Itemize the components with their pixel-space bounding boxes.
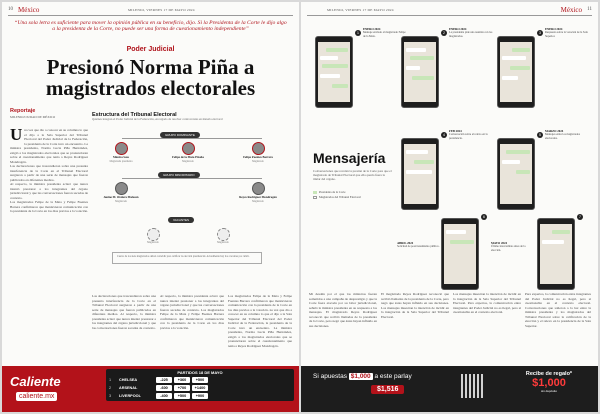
infographic-title: Estructura del Tribunal Electoral: [92, 112, 177, 118]
person-role: Magistrado: [182, 159, 194, 163]
person-card: [237, 142, 279, 163]
vacancy-placeholder: [147, 228, 160, 241]
date-line: MILENIO, VIERNES 17 DE MAYO 2024: [327, 8, 394, 12]
person-card: [237, 182, 279, 203]
byline-label: Reportaje: [10, 108, 36, 114]
vacancy-placeholder: [217, 228, 230, 241]
article-text: Para expertos, la comunicación entre integrantes del Poder Judicial no es ilegal, pero sí cuestionable en el contexto electoral.: [525, 292, 591, 305]
step-number: 5: [537, 132, 543, 138]
article-text: Los magistrados Felipe de la Mata y Felipe Fuentes Barrera confirmaron que mantuvieron comunicación con la presidenta de la Corte en los días previos a la votación.: [228, 294, 292, 312]
chat-bubble: [552, 230, 570, 234]
phone-caption: [491, 242, 535, 252]
chat-bubble: [450, 240, 474, 244]
odd-value: +700: [174, 385, 190, 391]
match-number: 1: [109, 378, 112, 382]
legend-label: Presidenta de la Corte: [319, 190, 346, 194]
vacancy-card: [132, 228, 174, 244]
promo-prefix: Si apuestas: [313, 373, 347, 380]
odds-row: [109, 376, 291, 384]
article-text: na vez que dio a conocer en su columna lo que el dijo a la Sala Superior del Tribunal Electoral del Poder Judicial de la Federación, la presidenta de la Corte tuvo un encuentro. La ministra presidenta, Norma Lucía Piña Hernández, exigió a los magistrados electorales que se pronunciaran sobre el cuestionamiento que tenía a Reyes Rodríguez Mondragón.: [10, 128, 88, 164]
legend-swatch: [313, 191, 317, 194]
article-column-2: [381, 292, 449, 364]
chat-screen: [540, 224, 572, 284]
chat-bubble: [326, 48, 348, 52]
article-text: El magistrado Reyes Rodríguez reconoció que recibió llamadas de la presidenta de la Corte, pero negó que éstas hayan influido en sus decisiones.: [381, 292, 449, 305]
gift-title: Recibe de regalo*: [525, 371, 573, 377]
parlay-advertisement[interactable]: [301, 366, 598, 412]
phone-caption: [545, 130, 589, 140]
chat-bubble: [322, 64, 348, 68]
caliente-url: caliente.mx: [16, 392, 57, 401]
article-text: Para expertos, la comunicación entre integrantes del Poder Judicial no es ilegal, pero sí cuestionable en el contexto electoral.: [453, 301, 521, 314]
gift-amount: $1,000: [532, 377, 566, 389]
legend-label: Magistrados del Tribunal Electoral: [319, 195, 361, 199]
caption-text: Mensaje enviado al magistrado Felipe de la Mata.: [363, 31, 406, 38]
person-name: Reyes Rodríguez Mondragón: [239, 195, 277, 199]
article-text: Al respecto, la ministra presidenta aclaró que nunca intentó presionar a los integrantes del órgano jurisdiccional y que las conversaciones fueron sacadas de contexto.: [160, 294, 224, 312]
chat-bubble: [414, 160, 434, 164]
chat-bubble: [332, 84, 348, 88]
running-header: [307, 6, 592, 16]
chat-screen: [500, 42, 532, 102]
avatar: [115, 182, 128, 195]
person-name: Felipe Fuentes Barrera: [243, 155, 273, 159]
article-column-1: [309, 292, 377, 364]
phone-caption: [545, 28, 589, 38]
phone-screenshot: [401, 36, 439, 108]
qr-code-icon: [461, 374, 485, 398]
vacancy-card: [202, 228, 244, 244]
caption-text: La presidenta pide una reunión con los magistrados.: [449, 31, 493, 38]
odd-value: +900: [192, 393, 208, 399]
match-number: 2: [109, 386, 112, 390]
vacancy-label: Magistrado: [147, 241, 159, 244]
group-pill-minority: GRUPO MINORITARIO: [158, 172, 200, 178]
person-role: Magistrado: [252, 159, 264, 163]
connector-line: [122, 138, 262, 139]
odds-date: PARTIDOS 18 DE MAYO: [177, 370, 223, 375]
caption-date: FEB 2024: [449, 129, 462, 133]
byline-names: MILENIO/CIUDAD DE MÉXICO: [10, 115, 56, 119]
person-card: [167, 142, 209, 163]
chat-bubble: [506, 150, 530, 154]
phone-screenshot: [315, 36, 353, 108]
person-name: Felipe de la Mata Pizaña: [172, 155, 204, 159]
chat-legend: [313, 190, 383, 200]
page-number: 11: [587, 7, 592, 12]
step-number: 7: [577, 214, 583, 220]
article-column-4: [228, 294, 292, 364]
odd-value: -225: [156, 377, 172, 383]
legend-swatch: [313, 196, 317, 199]
odds-table: [106, 369, 294, 401]
odds-row: [109, 384, 291, 392]
group-pill-dominant: GRUPO DOMINANTE: [160, 132, 200, 138]
step-number: 2: [441, 30, 447, 36]
caption-text: Solicitud de posicionamiento público.: [397, 245, 440, 249]
article-text: Los mensajes muestran la intención de incidir en la integración de la Sala Superior del Tribunal Electoral.: [381, 305, 449, 319]
person-name: Janine M. Otálora Malassis: [103, 195, 139, 199]
chat-bubble: [510, 66, 530, 70]
chat-bubble: [502, 160, 520, 164]
chat-bubble: [502, 76, 518, 80]
caliente-advertisement[interactable]: [2, 366, 299, 412]
article-column-4: [525, 292, 591, 364]
caption-text: Último intercambio antes de la elección.: [491, 245, 526, 252]
chat-bubble: [320, 56, 338, 60]
section-name: México: [560, 6, 582, 14]
phone-screenshot: [497, 36, 535, 108]
caption-text: Conversación sobre el relevo en la presidencia.: [449, 133, 488, 140]
article-column-3: [160, 294, 224, 364]
connector-line: [122, 178, 262, 179]
article-column-2: [92, 294, 156, 364]
odds-row: [109, 392, 291, 400]
date-line: MILENIO, VIERNES 17 DE MAYO 2024: [128, 8, 195, 12]
chat-bubble: [412, 76, 434, 80]
odd-value: -400: [156, 393, 172, 399]
phone-caption: [449, 130, 493, 140]
caption-text: Respuesta sobre la votación de la Sala Superior.: [545, 31, 588, 38]
phone-caption: [449, 28, 493, 38]
chat-bubble: [502, 56, 526, 60]
caption-date: ABRIL 2024: [397, 241, 414, 245]
payout-box: $1,516: [371, 385, 404, 394]
team-name: CHELSEA: [119, 378, 138, 382]
chat-bubble: [410, 56, 434, 60]
article-text: Los magistrados Felipe de la Mata y Felipe Fuentes Barrera confirmaron que mantuvieron comunicación con la presidenta de la Corte en los días previos a la votación.: [10, 200, 88, 213]
step-number: 3: [537, 30, 543, 36]
infographic-subtitle: Quiénes integran el Poder Judicial de la Federación, encargado de resolver controversias en materia electoral: [92, 117, 223, 121]
chat-screen: [444, 224, 476, 284]
phone-screenshot: [497, 138, 535, 210]
avatar: [182, 142, 195, 155]
match-number: 3: [109, 394, 112, 398]
article-column-3: [453, 292, 521, 364]
chat-bubble: [406, 150, 428, 154]
team-name: LIVERPOOL: [119, 394, 141, 398]
phone-screenshot: [537, 218, 575, 290]
avatar: [115, 142, 128, 155]
person-role: Magistrada presidenta: [109, 159, 133, 163]
person-card: [100, 142, 142, 163]
infographic-note: Cuatro de los siete magistrados deben coincidir para calificar la elección presidencial. Actualmente hay dos vacantes por cubrir.: [112, 252, 262, 264]
avatar: [252, 142, 265, 155]
article-text: Los mensajes muestran la intención de incidir en la integración de la Sala Superior del Tribunal Electoral.: [453, 292, 521, 305]
drop-cap: U: [10, 128, 23, 144]
right-newspaper-page: [301, 2, 598, 412]
tribunal-infographic: [92, 112, 290, 292]
promo-text: [313, 373, 412, 380]
phone-caption: [397, 242, 441, 249]
step-number: 6: [481, 214, 487, 220]
article-text: Al respecto, la ministra presidenta aclaró que nunca intentó presionar a los integrantes del órgano jurisdiccional y que las conversaciones fueron sacadas de contexto.: [92, 312, 156, 330]
odd-value: +360: [174, 377, 190, 383]
article-text: El magistrado Reyes Rodríguez reconoció que recibió llamadas de la presidenta de la Corte, pero negó que éstas hayan influido en sus decisiones.: [309, 310, 377, 328]
phone-screenshot: [401, 138, 439, 210]
article-text: Los magistrados Felipe de la Mata y Felipe Fuentes Barrera confirmaron que mantuvieron comunicación con la presidenta de la Corte en los días previos a la votación.: [160, 307, 224, 330]
chat-bubble: [406, 66, 420, 70]
legend-item: [313, 195, 383, 200]
left-newspaper-page: [2, 2, 299, 412]
chat-bubble: [406, 170, 432, 174]
chat-bubble: [542, 240, 564, 244]
promo-amount: $1,000: [350, 373, 371, 380]
page-number: 10: [8, 7, 13, 12]
section-title: Mensajería: [313, 150, 386, 166]
group-pill-vacancies: VACANTES: [168, 217, 194, 223]
section-subtitle: Conversaciones que revelan la presión de la Corte para que el magistrado de Tribunal Electoral que ella quería fuera la titular del órgano.: [313, 169, 392, 181]
headline: Presionó Norma Piña a magistrados electorales: [45, 55, 256, 100]
article-text: Las declaraciones que trascendieron sobre una presunta interferencia de la Corte en el Tribunal Electoral surgieron a partir de una serie de mensajes que fueron publicados en diferentes medios.: [92, 294, 156, 316]
chat-bubble: [512, 48, 530, 52]
step-number: 4: [441, 132, 447, 138]
chat-bubble: [516, 170, 530, 174]
chat-bubble: [320, 74, 340, 78]
article-column-1: [10, 128, 88, 324]
article-text: Las declaraciones que trascendieron sobre una presunta interferencia de la Corte en el Tribunal Electoral surgieron a partir de una serie de mensajes que fueron publicados en diferentes medios.: [10, 164, 88, 182]
article-text: Mi desdén por el que los ministros fueran sometidos a una campaña de desprestigio y que la Corte fuera atacada por su labor jurisdiccional, señaló la ministra presidenta en su respuesta a los mensajes.: [309, 292, 377, 314]
phone-screenshot: [441, 218, 479, 290]
article-text: na vez que dio a conocer en su columna lo que el dijo a la Sala Superior del Tribunal Electoral del Poder Judicial de la Federación, la presidenta de la Corte tuvo un encuentro. La ministra presidenta, Norma Lucía Piña Hernández, exigió a los magistrados electorales que se pronunciaran sobre el cuestionamiento que tenía a Reyes Rodríguez Mondragón.: [228, 307, 292, 348]
person-card: [100, 182, 142, 203]
promo-suffix: a este parlay: [374, 373, 412, 380]
caption-text: Mensajes entre los magistrados electorales.: [545, 133, 581, 140]
caption-date: MARZO 2024: [545, 129, 564, 133]
chat-screen: [318, 42, 350, 102]
person-name: Mónica Soto: [112, 155, 130, 159]
byline: [10, 108, 88, 119]
chat-screen: [404, 42, 436, 102]
vacancy-label: Magistrado: [217, 241, 229, 244]
person-role: Magistrado: [252, 199, 264, 203]
odd-value: -600: [156, 385, 172, 391]
article-text: Conversaciones que salieron a la luz entre la ministra presidenta y los magistrados del Tribunal Electoral sobre la calificación de la elección y el relevo en la presidencia de la Sala Superior.: [525, 305, 591, 328]
chat-bubble: [446, 230, 466, 234]
caption-date: ENERO 2024: [449, 27, 467, 31]
chat-bubble: [406, 48, 426, 52]
caliente-logo: Caliente: [10, 374, 61, 389]
section-name: México: [18, 6, 40, 14]
caption-date: ENERO 2024: [545, 27, 563, 31]
article-text: Al respecto, la ministra presidenta aclaró que nunca intentó presionar a los integrantes del órgano jurisdiccional y que las conversaciones fueron sacadas de contexto.: [10, 182, 88, 200]
caption-date: MAYO 2024: [491, 241, 507, 245]
chat-screen: [500, 144, 532, 204]
caption-date: ENERO 2024: [363, 27, 381, 31]
odd-value: +500: [174, 393, 190, 399]
gift-note: sin depósito: [540, 389, 557, 393]
pull-quote: “Una sola letra es suficiente para mover la opinión pública en su beneficio, dijo. Si la Presidenta de la Corte le dijo algo a la presidenta de la Corte, no puede ser una forma de cuestionamiento independiente”: [14, 20, 287, 33]
step-number: 1: [355, 30, 361, 36]
section-tag: Poder Judicial: [126, 46, 175, 53]
avatar: [252, 182, 265, 195]
odd-value: +1400: [192, 385, 208, 391]
team-name: ARSENAL: [119, 386, 138, 390]
gift-offer: [514, 371, 584, 393]
chat-screen: [404, 144, 436, 204]
odd-value: +500: [192, 377, 208, 383]
person-role: Magistrada: [115, 199, 127, 203]
running-header: [8, 6, 293, 16]
